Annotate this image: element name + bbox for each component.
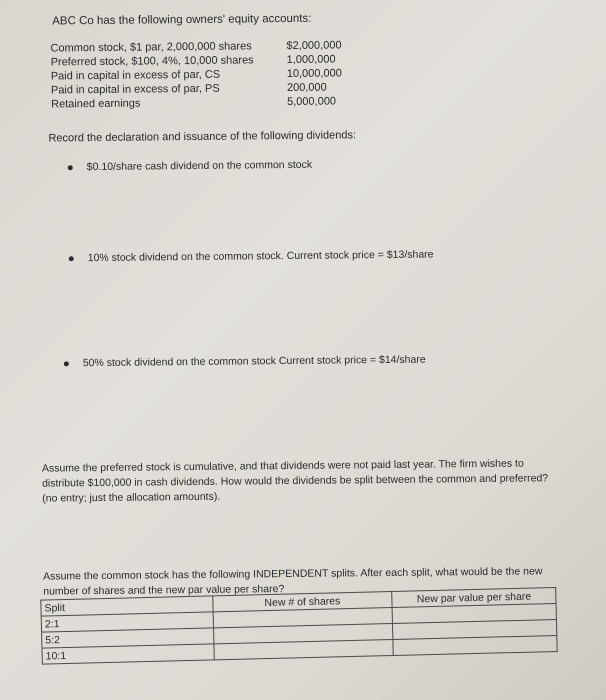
bullet-text: 10% stock dividend on the common stock. Current stock price = $13/share: [87, 248, 434, 265]
account-value: 200,000: [286, 81, 327, 94]
account-value: 10,000,000: [286, 67, 342, 81]
account-label: Preferred stock, $100, 4%, 10,000 shares: [50, 54, 254, 69]
split-ratio: 10:1: [42, 644, 214, 664]
account-value: 5,000,000: [287, 95, 337, 108]
new-shares-cell[interactable]: [214, 640, 394, 660]
new-shares-header: New # of shares: [212, 592, 392, 612]
account-value: 1,000,000: [286, 53, 336, 67]
account-value: $2,000,000: [286, 39, 342, 53]
bullet-dot: [68, 165, 73, 170]
split-ratio: 2:1: [41, 612, 213, 632]
bullet-item: [69, 248, 434, 264]
preferred-dividend-question: Assume the preferred stock is cumulative, and that dividends were not paid last year. The firm wishes to distribute $100,000 in cash dividends. How would the dividends be split between the common and preferred? (no entry; just the allocation amounts).: [41, 457, 549, 505]
stock-split-question: Assume the common stock has the following INDEPENDENT splits. After each split, what would be the new number of shares and the new par value per share?: [42, 565, 543, 598]
split-header: Split: [41, 596, 213, 616]
instruction-text: Record the declaration and issuance of the following dividends:: [48, 129, 357, 145]
bullet-text: $0.10/share cash dividend on the common stock: [86, 158, 313, 174]
bullet-text: 50% stock dividend on the common stock Current stock price = $14/share: [82, 353, 426, 370]
new-par-header: New par value per share: [392, 588, 556, 608]
page-title: ABC Co has the following owners' equity accounts:: [52, 12, 312, 28]
account-label: Common stock, $1 par, 2,000,000 shares: [50, 40, 252, 55]
bullet-item: [68, 159, 312, 174]
account-label: Retained earnings: [51, 97, 141, 111]
bullet-item: [64, 354, 426, 370]
bullet-dot: [64, 361, 69, 366]
new-par-cell[interactable]: [393, 636, 557, 656]
split-ratio: 5:2: [42, 628, 214, 648]
account-label: Paid in capital in excess of par, PS: [50, 82, 220, 97]
split-table: [40, 587, 557, 665]
account-label: Paid in capital in excess of par, CS: [50, 68, 221, 83]
bullet-dot: [69, 256, 74, 261]
